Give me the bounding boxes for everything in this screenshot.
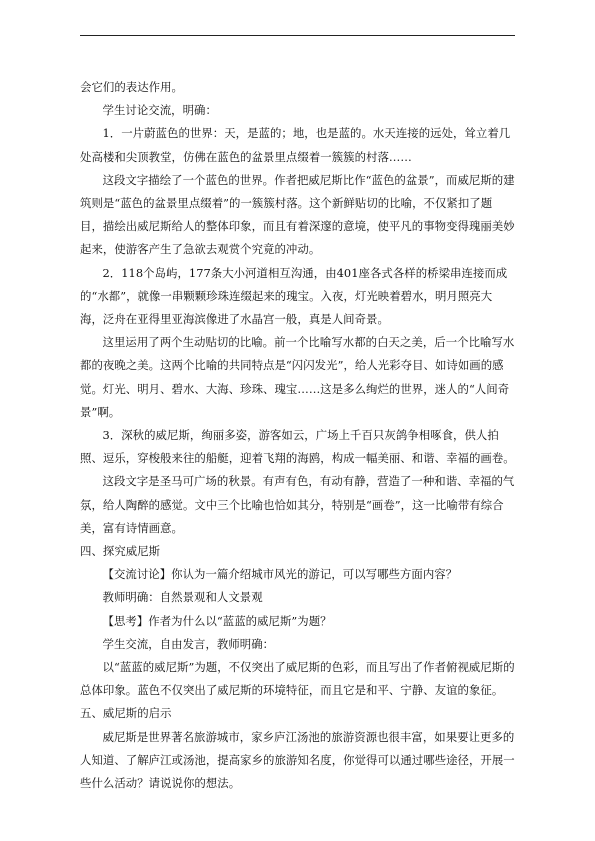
paragraph: 学生讨论交流，明确： xyxy=(102,103,217,118)
discussion-prompt: 【交流讨论】你认为一篇介绍城市风光的游记，可以写哪些方面内容？ xyxy=(102,567,458,582)
paragraph: 2．118个岛屿，177条大小河道相互沟通，由401座各式各样的桥梁串连接而成的“水都”，就像一串颗颗珍珠连缀起来的瑰宝。入夜，灯光映着碧水，明月照亮大海，泛舟在亚得里亚海滨像进了水晶宫一般，真是人间奇景。 xyxy=(80,265,508,327)
paragraph: 3．深秋的威尼斯，绚丽多姿，游客如云，广场上千百只灰鸽争相啄食，供人拍照、逗乐，穿梭般来往的船艇，迎着飞翔的海鸥，构成一幅美丽、和谐、幸福的画卷。 xyxy=(80,428,515,466)
header-rule xyxy=(80,35,515,36)
document-body xyxy=(80,76,515,795)
paragraph: 威尼斯是世界著名旅游城市，家乡庐江汤池的旅游资源也很丰富，如果要让更多的人知道、了解庐江或汤池，提高家乡的旅游知名度，你觉得可以通过哪些途径，开展一些什么活动？请说说你的想法。 xyxy=(80,729,515,791)
paragraph: 这段文字是圣马可广场的秋景。有声有色，有动有静，营造了一种和谐、幸福的气氛，给人陶醉的感觉。文中三个比喻也恰如其分，特别是“画卷”，这一比喻带有综合美，富有诗情画意。 xyxy=(80,474,515,535)
paragraph: 会它们的表达作用。 xyxy=(80,80,183,94)
paragraph: 这里运用了两个生动贴切的比喻。前一个比喻写水都的白天之美，后一个比喻写水都的夜晚之美。这两个比喻的共同特点是“闪闪发光”，给人光彩夺目、如诗如画的感觉。灯光、明月、碧水、大海、珍珠、瑰宝……这是多么绚烂的世界，迷人的“人间奇景”啊。 xyxy=(80,335,515,419)
paragraph: 1．一片蔚蓝色的世界：天，是蓝的；地，也是蓝的。水天连接的远处，耸立着几处高楼和尖顶教堂，仿佛在蓝色的盆景里点缀着一簇簇的村落…… xyxy=(80,126,511,164)
paragraph: 学生交流，自由发言，教师明确： xyxy=(102,636,275,651)
paragraph: 这段文字描绘了一个蓝色的世界。作者把威尼斯比作“蓝色的盆景”，而威尼斯的建筑则是“蓝色的盆景里点缀着”的一簇簇村落。这个新鲜贴切的比喻，不仅紧扣了题目，描绘出威尼斯给人的整体印象，而且有着深邃的意境，使平凡的事物变得瑰丽美妙起来，使游客产生了急欲去观赏个究竟的冲动。 xyxy=(80,172,515,257)
paragraph: 以“蓝蓝的威尼斯”为题，不仅突出了威尼斯的色彩，而且写出了作者俯视威尼斯的总体印象。蓝色不仅突出了威尼斯的环境特征，而且它是和平、宁静、友谊的象征。 xyxy=(80,660,515,698)
section-heading: 四、探究威尼斯 xyxy=(80,544,161,559)
thinking-prompt: 【思考】作者为什么以“蓝蓝的威尼斯”为题？ xyxy=(102,613,332,628)
paragraph: 教师明确：自然景观和人文景观 xyxy=(102,590,263,605)
section-heading: 五、威尼斯的启示 xyxy=(80,706,172,721)
